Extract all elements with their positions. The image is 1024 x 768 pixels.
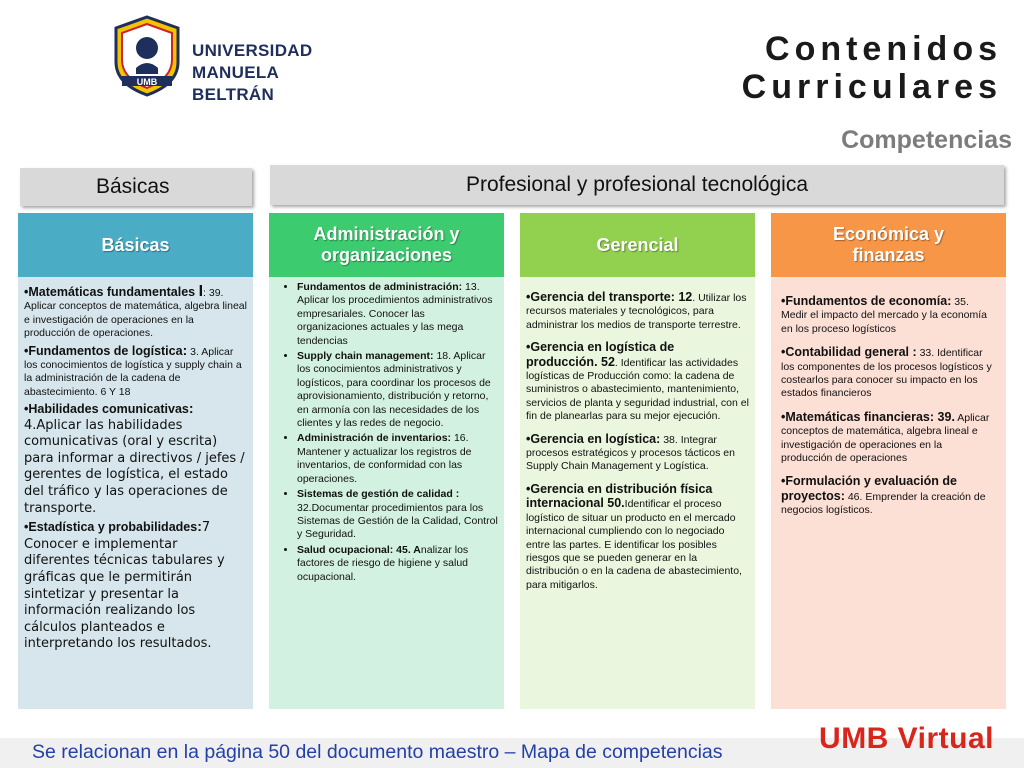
item-text: 32.Documentar procedimientos para los Sistemas de Gestión de la Calidad, Control y Seguridad. [297,501,498,541]
university-name [192,40,340,106]
column-header-basicas [18,213,253,277]
list-item [24,520,247,653]
column-header-admin-label: Administración y organizaciones [313,224,460,265]
university-name-line1: UNIVERSIDAD [192,41,313,60]
item-text: 3. Aplicar los conocimientos de logística y supply chain a la administración de la cadena de abastecimiento. 6 Y 18 [24,345,242,398]
item-sep: : [458,281,463,293]
column-header-gerencial-label: Gerencial [596,234,679,255]
seal-text: UMB [136,77,158,87]
university-name-line2: MANUELA BELTRÁN [192,63,279,104]
item-text: 18. Aplicar los conocimientos administrativos y logísticos, para coordinar los procesos de aprovisionamiento, distribución y retorno, en armonía con las necesidades de los clientes y las redes de negocio. [297,350,491,430]
column-body-basicas [18,277,253,709]
item-mark: : [197,518,202,535]
category-profesional-label: Profesional y profesional tecnológica [465,173,809,196]
item-title: •Gerencia del transporte [526,290,671,304]
list-item [24,341,247,400]
item-text: 38. Integrar procesos estratégicos y procesos tácticos en Supply Chain Management y Logística. [526,433,735,473]
column-header-basicas-label: Básicas [101,234,170,255]
list-item [526,341,749,423]
list-item [526,291,749,332]
category-basicas-label: Básicas [96,175,170,198]
item-title: •Habilidades comunicativas [24,402,189,417]
brand-umb-virtual: UMB Virtual [819,722,994,755]
item-sep: . 52 [594,354,615,369]
column-header-economica-label: Económica y finanzas [832,224,945,265]
list-item [297,350,498,430]
item-sep: : [452,488,460,501]
item-text: . Identificar las actividades logísticas de Producción como: la cadena de suministros o abastecimiento, mantenimiento, servicios de planta y seguridad industrial, con el fin de planearlas para su mejor ejecución. [526,356,749,423]
item-sep: : [912,345,917,360]
item-text: Identificar el proceso logístico de situar un producto en el mercado internacional cumpliendo con lo negociado entre las partes. E identificar los posibles riesgos que se pueden generar en la distribución o en la cadena de abastecimiento, para mitigarlos. [526,498,742,591]
item-text: 4.Aplicar las habilidades comunicativas (oral y escrita) para informar a directivos / jefes / gerentes de logística, el estado del tráfico y las operaciones de transporte. [24,417,245,516]
column-header-gerencial [520,213,755,277]
item-title: Sistemas de gestión de calidad [297,488,453,501]
footer-note: Se relacionan en la página 50 del documento maestro – Mapa de competencias [32,741,723,763]
column-body-gerencial [520,277,755,709]
item-sep: : [430,350,434,363]
item-title: Administración de inventarios [297,432,448,445]
list-item [297,432,498,486]
item-text: nalizar los factores de riesgo de higiene y salud ocupacional. [297,543,469,583]
column-body-economica [771,277,1006,709]
item-sep: : [656,431,661,446]
item-title: •Gerencia en distribución física internacional 50. [526,481,713,511]
item-text: 16. Mantener y actualizar los registros de inventarios, de conformidad con las operaciones. [297,432,472,485]
page-title-line2: Curriculares [741,68,1002,106]
page-subtitle: Competencias [841,126,1012,154]
list-item [526,483,749,592]
item-text: 35. Medir el impacto del mercado y la economía en los proceso logísticos [781,296,988,335]
category-profesional [270,165,1004,205]
item-title: •Matemáticas financieras: 39 [781,409,952,424]
item-sep: . [951,409,955,424]
item-text: 7 Conocer e implementar diferentes técnicas tabulares y gráficas que le permitirán sintetizar y presentar la información realizando los cálculos planteados e interpretando los resultados. [24,520,225,652]
university-seal-icon [110,14,184,98]
list-item [781,411,996,466]
item-title: Supply chain management [297,350,431,363]
list-item [781,295,996,336]
list-item [526,433,749,474]
item-sep: : [840,488,845,503]
admin-list [275,281,498,584]
list-item [297,488,498,542]
column-body-admin [269,277,504,709]
item-title: •Matemáticas fundamentales [24,285,199,299]
item-mark: : [182,341,188,358]
item-title: •Contabilidad general [781,345,913,360]
item-title: Salud ocupacional: 45. A [297,543,421,556]
item-title: •Fundamentos de logística [24,343,183,358]
item-text: : 39. Aplicar conceptos de matemática, algebra lineal e investigación de operaciones en la producción de operaciones. [24,287,247,340]
item-sep: : [947,294,952,308]
list-item [24,285,247,341]
item-sep: : [447,432,452,445]
university-logo [110,14,340,106]
column-header-economica [771,213,1006,277]
item-text: 33. Identificar los componentes de los procesos logísticos y costearlos para conocer su impacto en los estados financieros [781,347,992,400]
item-title: •Estadística y probabilidades [24,520,198,535]
item-title: Fundamentos de administración [297,281,459,293]
column-header-admin [269,213,504,277]
item-text: 46. Emprender la creación de negocios logísticos. [781,490,986,517]
item-title: •Fundamentos de economía [781,294,948,308]
page-title [742,30,1002,106]
category-basicas [20,168,252,206]
item-mark: : [188,400,194,417]
item-sep: : 12 [670,290,693,304]
item-text: 13. Aplicar los procedimientos administrativos empresariales. Conocer las organizaciones actuales y las mega tendencias [297,281,493,347]
list-item [297,281,498,348]
item-text: Aplicar conceptos de matemática, algebra lineal e investigación de operaciones en la producción de operaciones [781,411,990,465]
list-item [24,402,247,517]
item-title: •Gerencia en logística [526,431,657,446]
item-mark: I [198,283,204,300]
list-item [781,346,996,401]
list-item [781,475,996,517]
page-title-line1: Contenidos [765,30,1002,68]
item-title: •Gerencia en logística de producción [526,340,675,369]
list-item [297,544,498,584]
item-title: •Formulación y evaluación de proyectos [781,474,957,503]
item-text: . Utilizar los recursos materiales y tecnológicos, para administrar los medios de transporte terrestre. [526,292,747,331]
